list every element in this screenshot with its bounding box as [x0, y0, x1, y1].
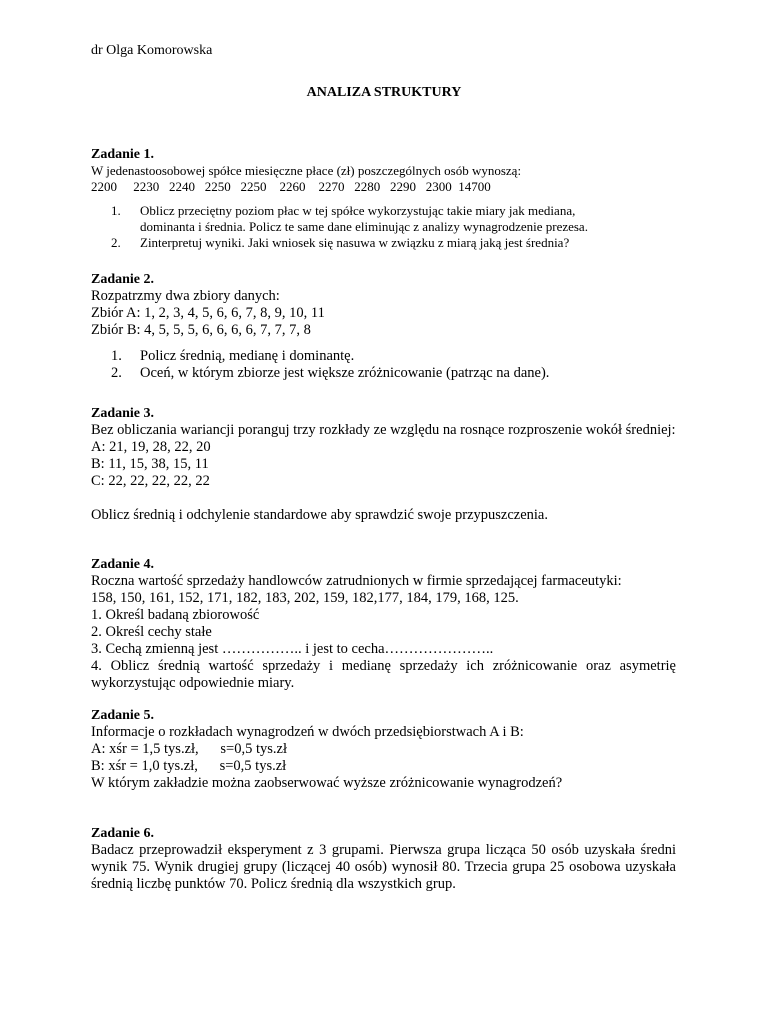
list-number: 2.: [111, 235, 121, 250]
list-text: Oceń, w którym zbiorze jest większe zróżnicowanie (patrząc na dane).: [140, 365, 550, 381]
task-line: Rozpatrzmy dwa zbiory danych:: [91, 288, 280, 304]
company-a-stats: A: xśr = 1,5 tys.zł, s=0,5 tys.zł: [91, 741, 287, 757]
list-item: [111, 348, 676, 365]
task-list: [91, 203, 676, 251]
list-number: 2.: [111, 365, 122, 381]
salary-data: 2200 2230 2240 2250 2250 2260 2270 2280 2290 2300 14700: [91, 179, 491, 194]
task-list: [91, 348, 676, 382]
task-1: [91, 147, 676, 251]
author-name: dr Olga Komorowska: [91, 43, 213, 58]
task-heading: Zadanie 5.: [91, 708, 155, 723]
task-intro: Bez obliczania wariancji poranguj trzy rozkłady ze względu na rosnące rozproszenie wokół średniej:: [91, 422, 676, 438]
list-text: dominanta i średnia. Policz te same dane eliminując z analizy wynagrodzenie prezesa.: [140, 219, 588, 234]
list-text: Oblicz przeciętny poziom płac w tej spółce wykorzystując takie miary jak mediana,: [140, 203, 576, 218]
task-2: [91, 272, 676, 382]
list-item: [111, 365, 676, 382]
document-title: ANALIZA STRUKTURY: [306, 85, 462, 100]
dataset-a: Zbiór A: 1, 2, 3, 4, 5, 6, 6, 7, 8, 9, 10, 11: [91, 305, 325, 321]
list-item: [111, 235, 676, 251]
task-line: 2. Określ cechy stałe: [91, 624, 212, 640]
task-outro: Oblicz średnią i odchylenie standardowe aby sprawdzić swoje przypuszczenia.: [91, 507, 548, 523]
task-text: Badacz przeprowadził eksperyment z 3 grupami. Pierwsza grupa licząca 50 osób uzyskała średni wynik 75. Wynik drugiej grupy (liczącej 40 osób) wynosił 80. Trzecia grupa 25 osobowa uzyskała średnią liczbę punktów 70. Policz średnią dla wszystkich grup.: [91, 842, 676, 892]
task-4: [91, 557, 676, 692]
list-number: 1.: [111, 203, 121, 218]
distribution-a: A: 21, 19, 28, 22, 20: [91, 439, 211, 455]
distribution-c: C: 22, 22, 22, 22, 22: [91, 473, 210, 489]
task-question: W którym zakładzie można zaobserwować wyższe zróżnicowanie wynagrodzeń?: [91, 775, 563, 791]
list-number: 1.: [111, 348, 122, 364]
task-heading: Zadanie 2.: [91, 272, 155, 287]
task-heading: Zadanie 3.: [91, 406, 155, 421]
list-item: [111, 203, 676, 235]
task-line: 3. Cechą zmienną jest …………….. i jest to cecha…………………..: [91, 641, 494, 657]
task-6: [91, 826, 676, 893]
task-heading: Zadanie 4.: [91, 557, 155, 572]
dataset-b: Zbiór B: 4, 5, 5, 5, 6, 6, 6, 6, 7, 7, 7, 8: [91, 322, 311, 338]
task-line: 4. Oblicz średnią wartość sprzedaży i medianę sprzedaży ich zróżnicowanie oraz asymetrię wykorzystując odpowiednie miary.: [91, 658, 676, 691]
sales-data: 158, 150, 161, 152, 171, 182, 183, 202, 159, 182,177, 184, 179, 168, 125.: [91, 590, 519, 606]
task-heading: Zadanie 6.: [91, 826, 155, 841]
task-heading: Zadanie 1.: [91, 147, 155, 162]
task-line: 1. Określ badaną zbiorowość: [91, 607, 260, 623]
distribution-b: B: 11, 15, 38, 15, 11: [91, 456, 209, 472]
list-text: Policz średnią, medianę i dominantę.: [140, 348, 355, 364]
task-3: [91, 406, 676, 524]
task-line: Roczna wartość sprzedaży handlowców zatrudnionych w firmie sprzedającej farmaceutyki:: [91, 573, 622, 589]
task-intro: W jedenastoosobowej spółce miesięczne płace (zł) poszczególnych osób wynoszą:: [91, 163, 522, 178]
list-text: Zinterpretuj wyniki. Jaki wniosek się nasuwa w związku z miarą jaką jest średnia?: [140, 235, 570, 250]
company-b-stats: B: xśr = 1,0 tys.zł, s=0,5 tys.zł: [91, 758, 287, 774]
task-line: Informacje o rozkładach wynagrodzeń w dwóch przedsiębiorstwach A i B:: [91, 724, 524, 740]
task-5: [91, 708, 676, 792]
